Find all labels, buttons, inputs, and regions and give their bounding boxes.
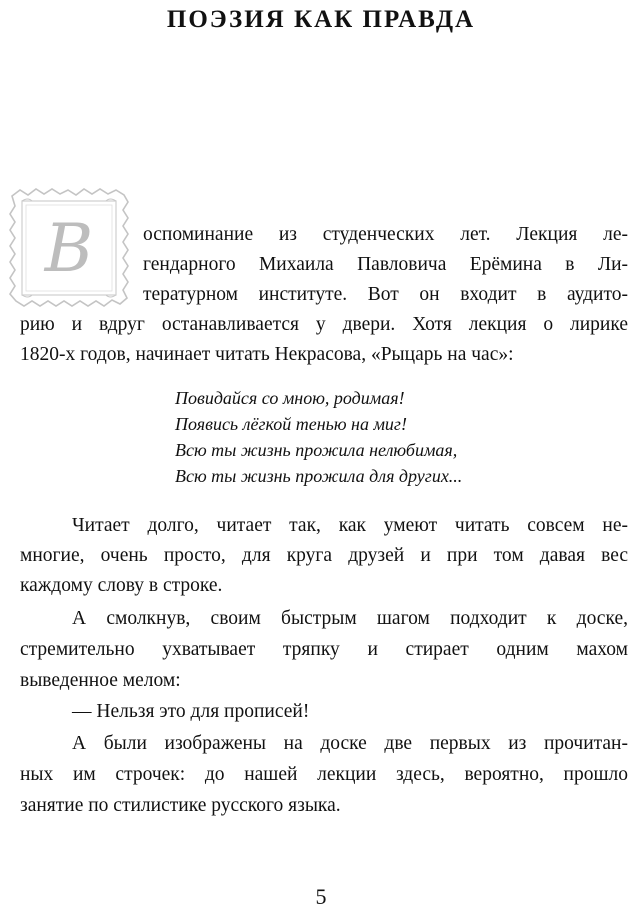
text-line: тературном институте. Вот он входит в аудито- <box>143 284 628 305</box>
text-line: гендарного Михаила Павловича Ерёмина в Ли- <box>143 254 628 275</box>
text-line: ных им строчек: до нашей лекции здесь, вероятно, прошло <box>20 764 628 785</box>
text-line: — Нельзя это для прописей! <box>72 701 310 722</box>
dropcap-ornament <box>6 186 132 310</box>
text-line: А были изображены на доске две первых из прочитан- <box>72 733 628 754</box>
text-line: 1820-х годов, начинает читать Некрасова, «Рыцарь на час»: <box>20 344 514 365</box>
text-line: стремительно ухватывает тряпку и стирает одним махом <box>20 639 628 660</box>
text-line: многие, очень просто, для круга друзей и при том давая вес <box>20 545 628 566</box>
text-line: оспоминание из студенческих лет. Лекция ле- <box>143 224 628 245</box>
verse-line: Всю ты жизнь прожила нелюбимая, <box>175 440 458 460</box>
text-line: занятие по стилистике русского языка. <box>20 795 341 816</box>
dropcap-letter: В <box>44 209 94 287</box>
text-line: Читает долго, читает так, как умеют читать совсем не- <box>72 515 628 536</box>
verse-line: Появись лёгкой тенью на миг! <box>175 414 407 434</box>
text-line: выведенное мелом: <box>20 670 181 691</box>
chapter-title: ПОЭЗИЯ КАК ПРАВДА <box>166 6 476 33</box>
text-line: А смолкнув, своим быстрым шагом подходит к доске, <box>72 608 628 629</box>
verse-line: Всю ты жизнь прожила для других... <box>175 466 463 486</box>
verse-line: Повидайся со мною, родимая! <box>175 388 405 408</box>
text-line: рию и вдруг останавливается у двери. Хотя лекция о лирике <box>20 314 628 335</box>
text-line: каждому слову в строке. <box>20 575 223 596</box>
page-number: 5 <box>315 884 327 909</box>
